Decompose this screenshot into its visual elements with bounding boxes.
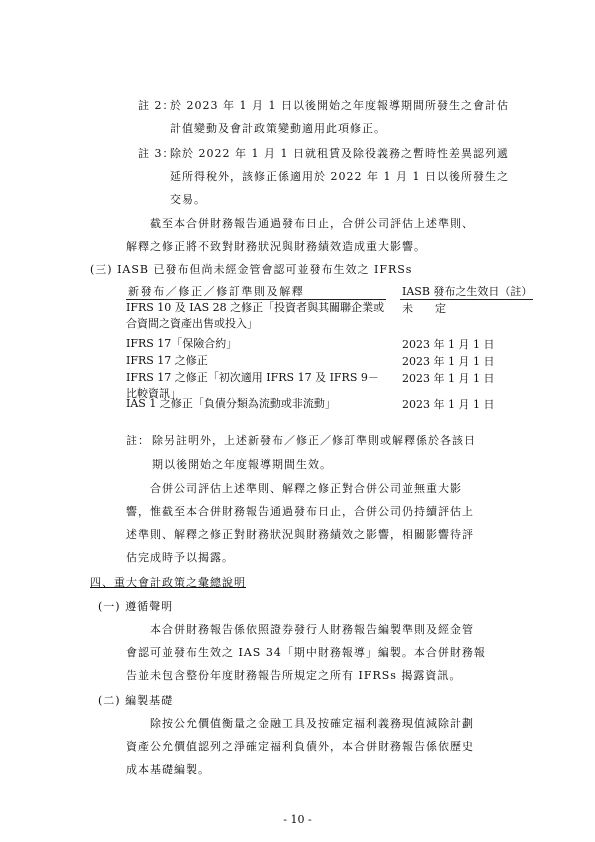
table-note-label: 註：	[126, 434, 150, 447]
paragraph-1-line-1: 截至本合併財務報告通過發布日止，合併公司評估上述準則、	[150, 217, 474, 230]
note-3-line-2: 延所得稅外，該修正係適用於 2022 年 1 月 1 日以後所發生之	[170, 170, 509, 183]
paragraph-2-line-4: 估完成時予以揭露。	[126, 551, 234, 564]
subsection-2-title: (二) 編製基礎	[98, 694, 174, 707]
table-note-line-2: 期以後開始之年度報導期間生效。	[152, 458, 332, 471]
table-cell-standard: IFRS 17 之修正「初次適用 IFRS 17 及 IFRS 9－比較資訊」	[126, 371, 379, 400]
table-cell-standard: IAS 1 之修正「負債分類為流動或非流動」	[126, 397, 336, 410]
paragraph-2-line-2: 響，惟截至本合併財務報告通過發布日止，合併公司仍持續評估上	[126, 505, 474, 518]
section-4-title: 四、重大會計政策之彙總說明	[90, 576, 246, 589]
note-2-line-2: 計值變動及會計政策變動適用此項修正。	[170, 122, 386, 135]
subsection-1-line-1: 本合併財務報告係依照證券發行人財務報告編製準則及經金管	[150, 623, 474, 636]
table-cell-date: 2023 年 1 月 1 日	[402, 355, 495, 368]
note-2-label: 註 2：	[138, 99, 175, 112]
subsection-1-line-2: 會認可並發布生效之 IAS 34「期中財務報導」編製。本合併財務報	[126, 646, 486, 659]
table-cell-standard: IFRS 10 及 IAS 28 之修正「投資者與其關聯企業或合資間之資產出售或投入」	[126, 301, 385, 330]
subsection-2-line-2: 資產公允價值認列之淨確定福利負債外，本合併財務報告係依歷史	[126, 740, 474, 753]
note-2-line-1: 於 2023 年 1 月 1 日以後開始之年度報導期間所發生之會計估	[170, 99, 509, 112]
page-number: - 10 -	[283, 813, 312, 826]
table-cell-date: 2023 年 1 月 1 日	[402, 398, 495, 411]
table-cell-date: 2023 年 1 月 1 日	[402, 372, 495, 385]
subsection-1-line-3: 告並未包含整份年度財務報告所規定之所有 IFRSs 揭露資訊。	[126, 669, 462, 682]
paragraph-2-line-1: 合併公司評估上述準則、解釋之修正對合併公司並無重大影	[150, 482, 462, 495]
note-3-line-3: 交易。	[170, 193, 206, 206]
table-header-effective-date: IASB 發布之生效日（註）	[402, 285, 533, 298]
note-3-label: 註 3：	[138, 147, 175, 160]
table-cell-date: 2023 年 1 月 1 日	[402, 338, 495, 351]
subsection-2-line-3: 成本基礎編製。	[126, 763, 210, 776]
paragraph-1-line-2: 解釋之修正將不致對財務狀況與財務績效造成重大影響。	[126, 240, 426, 253]
paragraph-2-line-3: 述準則、解釋之修正對財務狀況與財務績效之影響，相關影響待評	[126, 528, 474, 541]
section-3-title: (三) IASB 已發布但尚未經金管會認可並發布生效之 IFRSs	[90, 263, 413, 276]
table-cell-standard: IFRS 17 之修正	[126, 354, 208, 367]
table-note-line-1: 除另註明外，上述新發布／修正／修訂準則或解釋係於各該日	[152, 434, 476, 447]
table-header-standard: 新發布／修正／修訂準則及解釋	[128, 285, 305, 298]
table-cell-standard: IFRS 17「保險合約」	[126, 337, 238, 350]
subsection-2-line-1: 除按公允價值衡量之金融工具及按確定福利義務現值減除計劃	[150, 717, 474, 730]
note-3-line-1: 除於 2022 年 1 月 1 日就租賃及除役義務之暫時性差異認列遞	[170, 147, 509, 160]
subsection-1-title: (一) 遵循聲明	[98, 600, 174, 613]
table-cell-date: 未 定	[402, 302, 446, 315]
